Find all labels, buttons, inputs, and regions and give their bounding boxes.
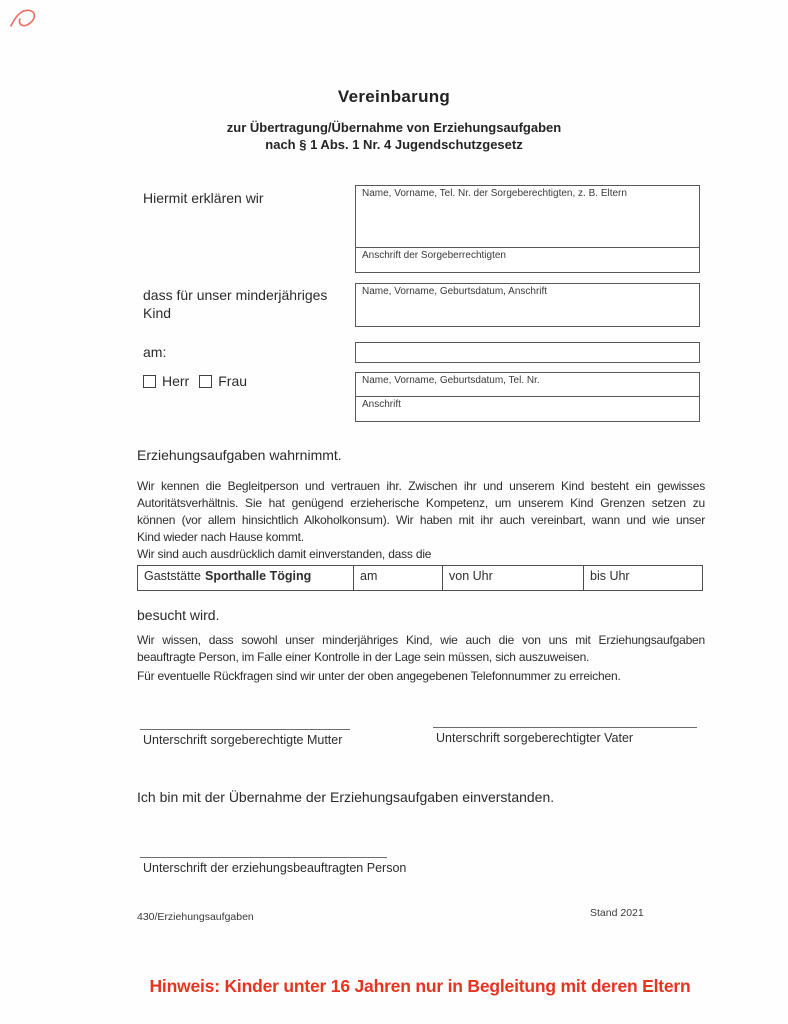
paragraph-line: Wir wissen, dass sowohl unser minderjähriges Kind, wie auch die von uns mit Erziehungsaufgaben — [137, 633, 705, 647]
child-label: dass für unser minderjähriges Kind — [143, 287, 328, 321]
caretaker-signature-label: Unterschrift der erziehungsbeauftragten Person — [143, 861, 407, 875]
date-label: am: — [143, 344, 167, 360]
paragraph-line: können (vor allem hinsichtlich Alkoholkonsum). Wir haben mit ihr auch vereinbart, wann und wie unser — [137, 513, 705, 527]
form-id: 430/Erziehungsaufgaben — [137, 911, 254, 923]
paragraph-line: Wir sind auch ausdrücklich damit einverstanden, dass die — [137, 547, 432, 561]
checkbox-herr-label: Herr — [162, 373, 190, 389]
time-from-cell[interactable]: von Uhr — [443, 566, 584, 590]
time-to-cell[interactable]: bis Uhr — [590, 569, 630, 583]
mother-signature-line[interactable] — [140, 729, 350, 730]
consent-statement: Ich bin mit der Übernahme der Erziehungsaufgaben einverstanden. — [137, 789, 555, 805]
guardian-address-field-label: Anschrift der Sorgeberrechtigten — [356, 247, 699, 272]
father-signature-label: Unterschrift sorgeberechtigter Vater — [436, 731, 634, 745]
checkbox-frau-label: Frau — [218, 373, 248, 389]
person-address-field-label: Anschrift — [356, 396, 699, 421]
visited-label: besucht wird. — [137, 607, 220, 623]
caretaker-signature-line[interactable] — [140, 857, 387, 858]
pen-scribble-icon — [8, 2, 52, 32]
form-subtitle-line-1: zur Übertragung/Übernahme von Erziehungsaufgaben — [226, 120, 562, 135]
date-cell[interactable]: am — [354, 566, 443, 590]
salutation-row — [143, 373, 247, 389]
accompanying-person-box[interactable] — [355, 372, 700, 422]
form-title: Vereinbarung — [337, 87, 451, 106]
age-restriction-notice: Hinweis: Kinder unter 16 Jahren nur in Begleitung mit deren Eltern — [149, 976, 691, 996]
id-check-paragraph — [137, 632, 705, 666]
venue-cell — [138, 566, 354, 590]
guardian-details-box[interactable] — [355, 185, 700, 273]
child-name-field-label: Name, Vorname, Geburtsdatum, Anschrift — [362, 286, 548, 297]
venue-prefix: Gaststätte — [144, 569, 201, 583]
form-version: Stand 2021 — [590, 907, 644, 919]
paragraph-line: beauftragte Person, im Falle einer Kontrolle in der Lage sein müssen, sich auszuweisen. — [137, 650, 590, 664]
person-name-field-label: Name, Vorname, Geburtsdatum, Tel. Nr. — [362, 375, 540, 386]
paragraph-line: Autoritätsverhältnis. Sie hat genügend erzieherische Kompetenz, um unserem Kind Grenzen setzen zu — [137, 496, 705, 510]
trust-paragraph — [137, 478, 705, 563]
child-details-box[interactable] — [355, 283, 700, 327]
paragraph-line: Wir kennen die Begleitperson und vertrauen ihr. Zwischen ihr und unserem Kind besteht ein gewisses — [137, 479, 705, 493]
date-field-box[interactable] — [355, 342, 700, 363]
contact-paragraph: Für eventuelle Rückfragen sind wir unter der oben angegebenen Telefonnummer zu erreichen. — [137, 669, 621, 683]
mother-signature-label: Unterschrift sorgeberechtigte Mutter — [143, 733, 343, 747]
venue-name: Sporthalle Töging — [204, 569, 312, 583]
father-signature-line[interactable] — [433, 727, 697, 728]
checkbox-frau[interactable] — [199, 375, 212, 388]
venue-table — [137, 565, 703, 591]
closing-label: Erziehungsaufgaben wahrnimmt. — [137, 447, 342, 463]
guardian-name-field-label: Name, Vorname, Tel. Nr. der Sorgeberechtigten, z. B. Eltern — [362, 188, 627, 199]
paragraph-line: Kind wieder nach Hause kommt. — [137, 530, 304, 544]
intro-label: Hiermit erklären wir — [143, 190, 264, 206]
form-subtitle-line-2: nach § 1 Abs. 1 Nr. 4 Jugendschutzgesetz — [265, 137, 523, 152]
checkbox-herr[interactable] — [143, 375, 156, 388]
